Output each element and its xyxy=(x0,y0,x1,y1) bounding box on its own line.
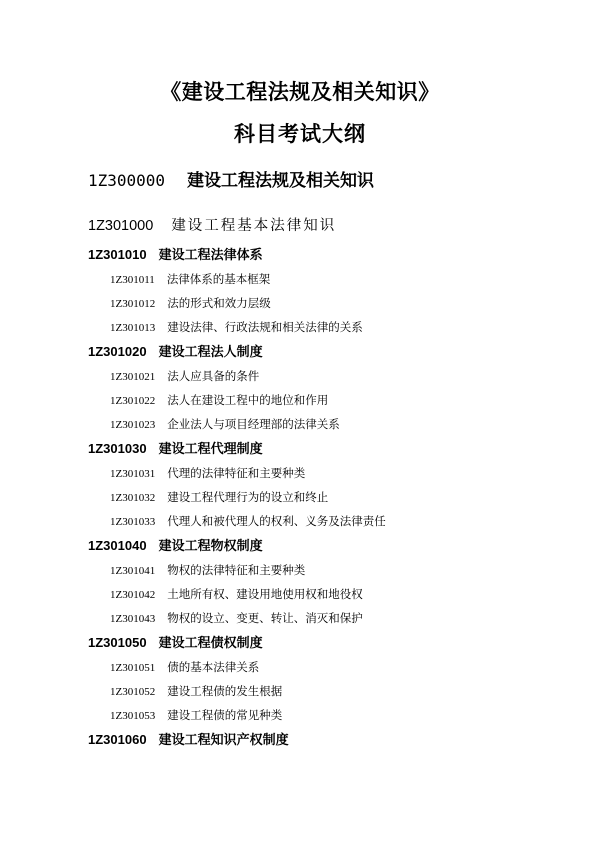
outline-item xyxy=(110,513,568,537)
section-heading xyxy=(88,634,568,659)
outline-item xyxy=(110,392,568,416)
item-code: 1Z301022 xyxy=(110,395,156,407)
outline-item xyxy=(110,659,568,683)
level1-heading xyxy=(88,166,374,191)
item-text: 法的形式和效力层级 xyxy=(167,296,271,310)
section-name: 建设工程代理制度 xyxy=(158,442,263,457)
section-name: 建设工程法律体系 xyxy=(158,248,263,263)
outline-item xyxy=(110,586,568,610)
section-heading xyxy=(88,537,568,562)
outline-item xyxy=(110,683,568,707)
outline-item xyxy=(110,295,568,319)
item-code: 1Z301041 xyxy=(110,565,156,577)
outline-item xyxy=(110,465,568,489)
item-text: 法律体系的基本框架 xyxy=(166,272,271,286)
section-heading xyxy=(88,343,568,368)
item-text: 债的基本法律关系 xyxy=(167,660,260,674)
item-text: 建设工程债的常见种类 xyxy=(167,708,283,722)
level2-name: 建设工程基本法律知识 xyxy=(171,218,337,234)
section-code: 1Z301020 xyxy=(88,344,147,359)
item-code: 1Z301042 xyxy=(110,589,156,601)
item-text: 物权的法律特征和主要种类 xyxy=(167,563,306,577)
level2-code: 1Z301000 xyxy=(88,218,154,234)
section-name: 建设工程物权制度 xyxy=(158,539,263,554)
section-code: 1Z301060 xyxy=(88,732,147,747)
item-code: 1Z301052 xyxy=(110,686,156,698)
level1-code: 1Z300000 xyxy=(88,171,166,190)
section-heading xyxy=(88,246,568,271)
item-code: 1Z301011 xyxy=(110,274,155,286)
item-text: 建设法律、行政法规和相关法律的关系 xyxy=(167,320,363,334)
outline-item xyxy=(110,368,568,392)
item-code: 1Z301043 xyxy=(110,613,156,625)
item-code: 1Z301032 xyxy=(110,492,156,504)
outline-item xyxy=(110,271,568,295)
level2-heading xyxy=(88,214,336,235)
item-text: 土地所有权、建设用地使用权和地役权 xyxy=(167,587,363,601)
document-title: 《建设工程法规及相关知识》 xyxy=(160,80,440,104)
outline-sections xyxy=(88,246,568,756)
section-code: 1Z301030 xyxy=(88,441,147,456)
item-code: 1Z301053 xyxy=(110,710,156,722)
item-code: 1Z301023 xyxy=(110,419,156,431)
item-text: 法人在建设工程中的地位和作用 xyxy=(167,393,329,407)
document-subtitle: 科目考试大纲 xyxy=(234,122,366,146)
item-code: 1Z301033 xyxy=(110,516,156,528)
section-name: 建设工程债权制度 xyxy=(158,636,263,651)
item-code: 1Z301051 xyxy=(110,662,156,674)
item-text: 企业法人与项目经理部的法律关系 xyxy=(167,417,340,431)
outline-item xyxy=(110,610,568,634)
item-text: 物权的设立、变更、转让、消灭和保护 xyxy=(167,611,363,625)
item-text: 法人应具备的条件 xyxy=(167,369,260,383)
outline-item xyxy=(110,416,568,440)
item-code: 1Z301013 xyxy=(110,322,156,334)
item-text: 建设工程债的发生根据 xyxy=(167,684,283,698)
item-text: 代理人和被代理人的权利、义务及法律责任 xyxy=(167,514,386,528)
item-code: 1Z301012 xyxy=(110,298,156,310)
section-heading xyxy=(88,731,568,756)
section-heading xyxy=(88,440,568,465)
outline-item xyxy=(110,489,568,513)
outline-item xyxy=(110,319,568,343)
section-name: 建设工程知识产权制度 xyxy=(158,733,289,748)
item-text: 建设工程代理行为的设立和终止 xyxy=(167,490,329,504)
item-code: 1Z301031 xyxy=(110,468,156,480)
outline-item xyxy=(110,562,568,586)
section-code: 1Z301010 xyxy=(88,247,147,262)
level1-name: 建设工程法规及相关知识 xyxy=(187,171,375,191)
item-text: 代理的法律特征和主要种类 xyxy=(167,466,306,480)
section-code: 1Z301040 xyxy=(88,538,147,553)
section-name: 建设工程法人制度 xyxy=(158,345,263,360)
item-code: 1Z301021 xyxy=(110,371,156,383)
section-code: 1Z301050 xyxy=(88,635,147,650)
outline-item xyxy=(110,707,568,731)
